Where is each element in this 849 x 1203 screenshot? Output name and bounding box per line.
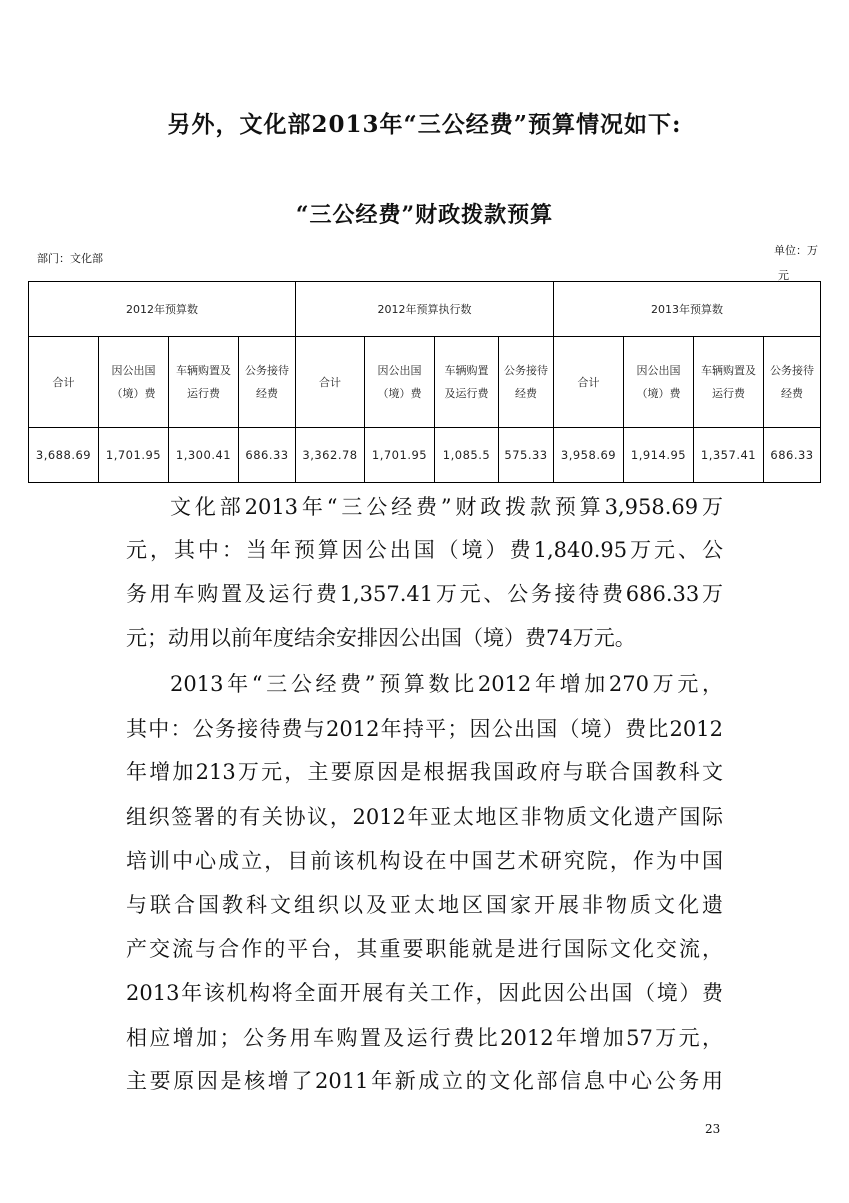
group-header: 2013年预算数 — [554, 282, 821, 337]
table-cell: 3,958.69 — [554, 428, 624, 483]
paragraph-line: 与联合国教科文组织以及亚太地区国家开展非物质文化遗 — [126, 893, 723, 917]
table-cell: 686.33 — [764, 428, 821, 483]
department-label: 部门：文化部 — [37, 252, 103, 265]
column-header — [169, 337, 239, 428]
column-header — [365, 337, 435, 428]
column-header-text: 因公出国（境）费 — [377, 364, 422, 400]
column-header — [554, 337, 624, 428]
column-header — [99, 337, 169, 428]
column-header-text: 合计 — [52, 375, 75, 389]
group-header: 2012年预算数 — [29, 282, 296, 337]
paragraph-line: 组织签署的有关协议，2012年亚太地区非物质文化遗产国际 — [126, 805, 723, 829]
table-cell: 1,300.41 — [169, 428, 239, 483]
column-header — [296, 337, 365, 428]
paragraph-line: 元，其中：当年预算因公出国（境）费1,840.95万元、公 — [126, 538, 723, 562]
paragraph-line: 年增加213万元，主要原因是根据我国政府与联合国教科文 — [126, 760, 723, 784]
paragraph-line: 产交流与合作的平台，其重要职能就是进行国际文化交流， — [126, 937, 723, 961]
column-header — [499, 337, 554, 428]
column-header-text: 合计 — [319, 375, 341, 389]
table-cell: 686.33 — [239, 428, 296, 483]
budget-table — [28, 281, 821, 483]
paragraph-line: 2013年“三公经费”预算数比2012年增加270万元， — [170, 672, 723, 696]
column-header — [694, 337, 764, 428]
table-cell: 1,701.95 — [365, 428, 435, 483]
column-header-text: 公务接待经费 — [770, 364, 814, 400]
table-cell: 3,688.69 — [29, 428, 99, 483]
paragraph-line: 主要原因是核增了2011年新成立的文化部信息中心公务用 — [126, 1069, 723, 1093]
column-header-text: 公务接待经费 — [504, 364, 548, 400]
column-header-text: 因公出国（境）费 — [636, 364, 681, 400]
paragraph-line: 2013年该机构将全面开展有关工作，因此因公出国（境）费 — [126, 981, 723, 1005]
table-cell: 1,914.95 — [624, 428, 694, 483]
section-heading: 另外，文化部2013年“三公经费”预算情况如下: — [167, 111, 682, 138]
table-cell: 3,362.78 — [296, 428, 365, 483]
column-header-text: 合计 — [577, 375, 600, 389]
unit-label-line1: 单位：万 — [774, 244, 818, 257]
group-header: 2012年预算执行数 — [296, 282, 554, 337]
column-header — [239, 337, 296, 428]
unit-label-line2: 元 — [778, 269, 789, 282]
column-header-text: 车辆购置及运行费 — [444, 364, 489, 400]
paragraph-line: 元；动用以前年度结余安排因公出国（境）费74万元。 — [126, 626, 636, 650]
column-header — [764, 337, 821, 428]
table-title: “三公经费”财政拨款预算 — [295, 202, 554, 228]
column-header — [624, 337, 694, 428]
table-row — [29, 428, 821, 483]
group-header-row — [29, 282, 821, 337]
paragraph-line: 培训中心成立，目前该机构设在中国艺术研究院，作为中国 — [126, 849, 723, 873]
table-cell: 1,357.41 — [694, 428, 764, 483]
paragraph-line: 其中：公务接待费与2012年持平；因公出国（境）费比2012 — [126, 717, 723, 741]
paragraph-line: 文化部2013年“三公经费”财政拨款预算3,958.69万 — [170, 495, 723, 519]
table-cell: 1,085.5 — [435, 428, 499, 483]
column-header-row — [29, 337, 821, 428]
table-cell: 575.33 — [499, 428, 554, 483]
column-header-text: 车辆购置及运行费 — [176, 364, 231, 400]
paragraph-line: 相应增加；公务用车购置及运行费比2012年增加57万元， — [126, 1026, 723, 1050]
column-header-text: 车辆购置及运行费 — [701, 364, 756, 400]
column-header-text: 公务接待经费 — [245, 364, 289, 400]
paragraph-line: 务用车购置及运行费1,357.41万元、公务接待费686.33万 — [126, 582, 723, 606]
table-cell: 1,701.95 — [99, 428, 169, 483]
page-number: 23 — [705, 1122, 721, 1136]
column-header-text: 因公出国（境）费 — [111, 364, 156, 400]
column-header — [29, 337, 99, 428]
column-header — [435, 337, 499, 428]
